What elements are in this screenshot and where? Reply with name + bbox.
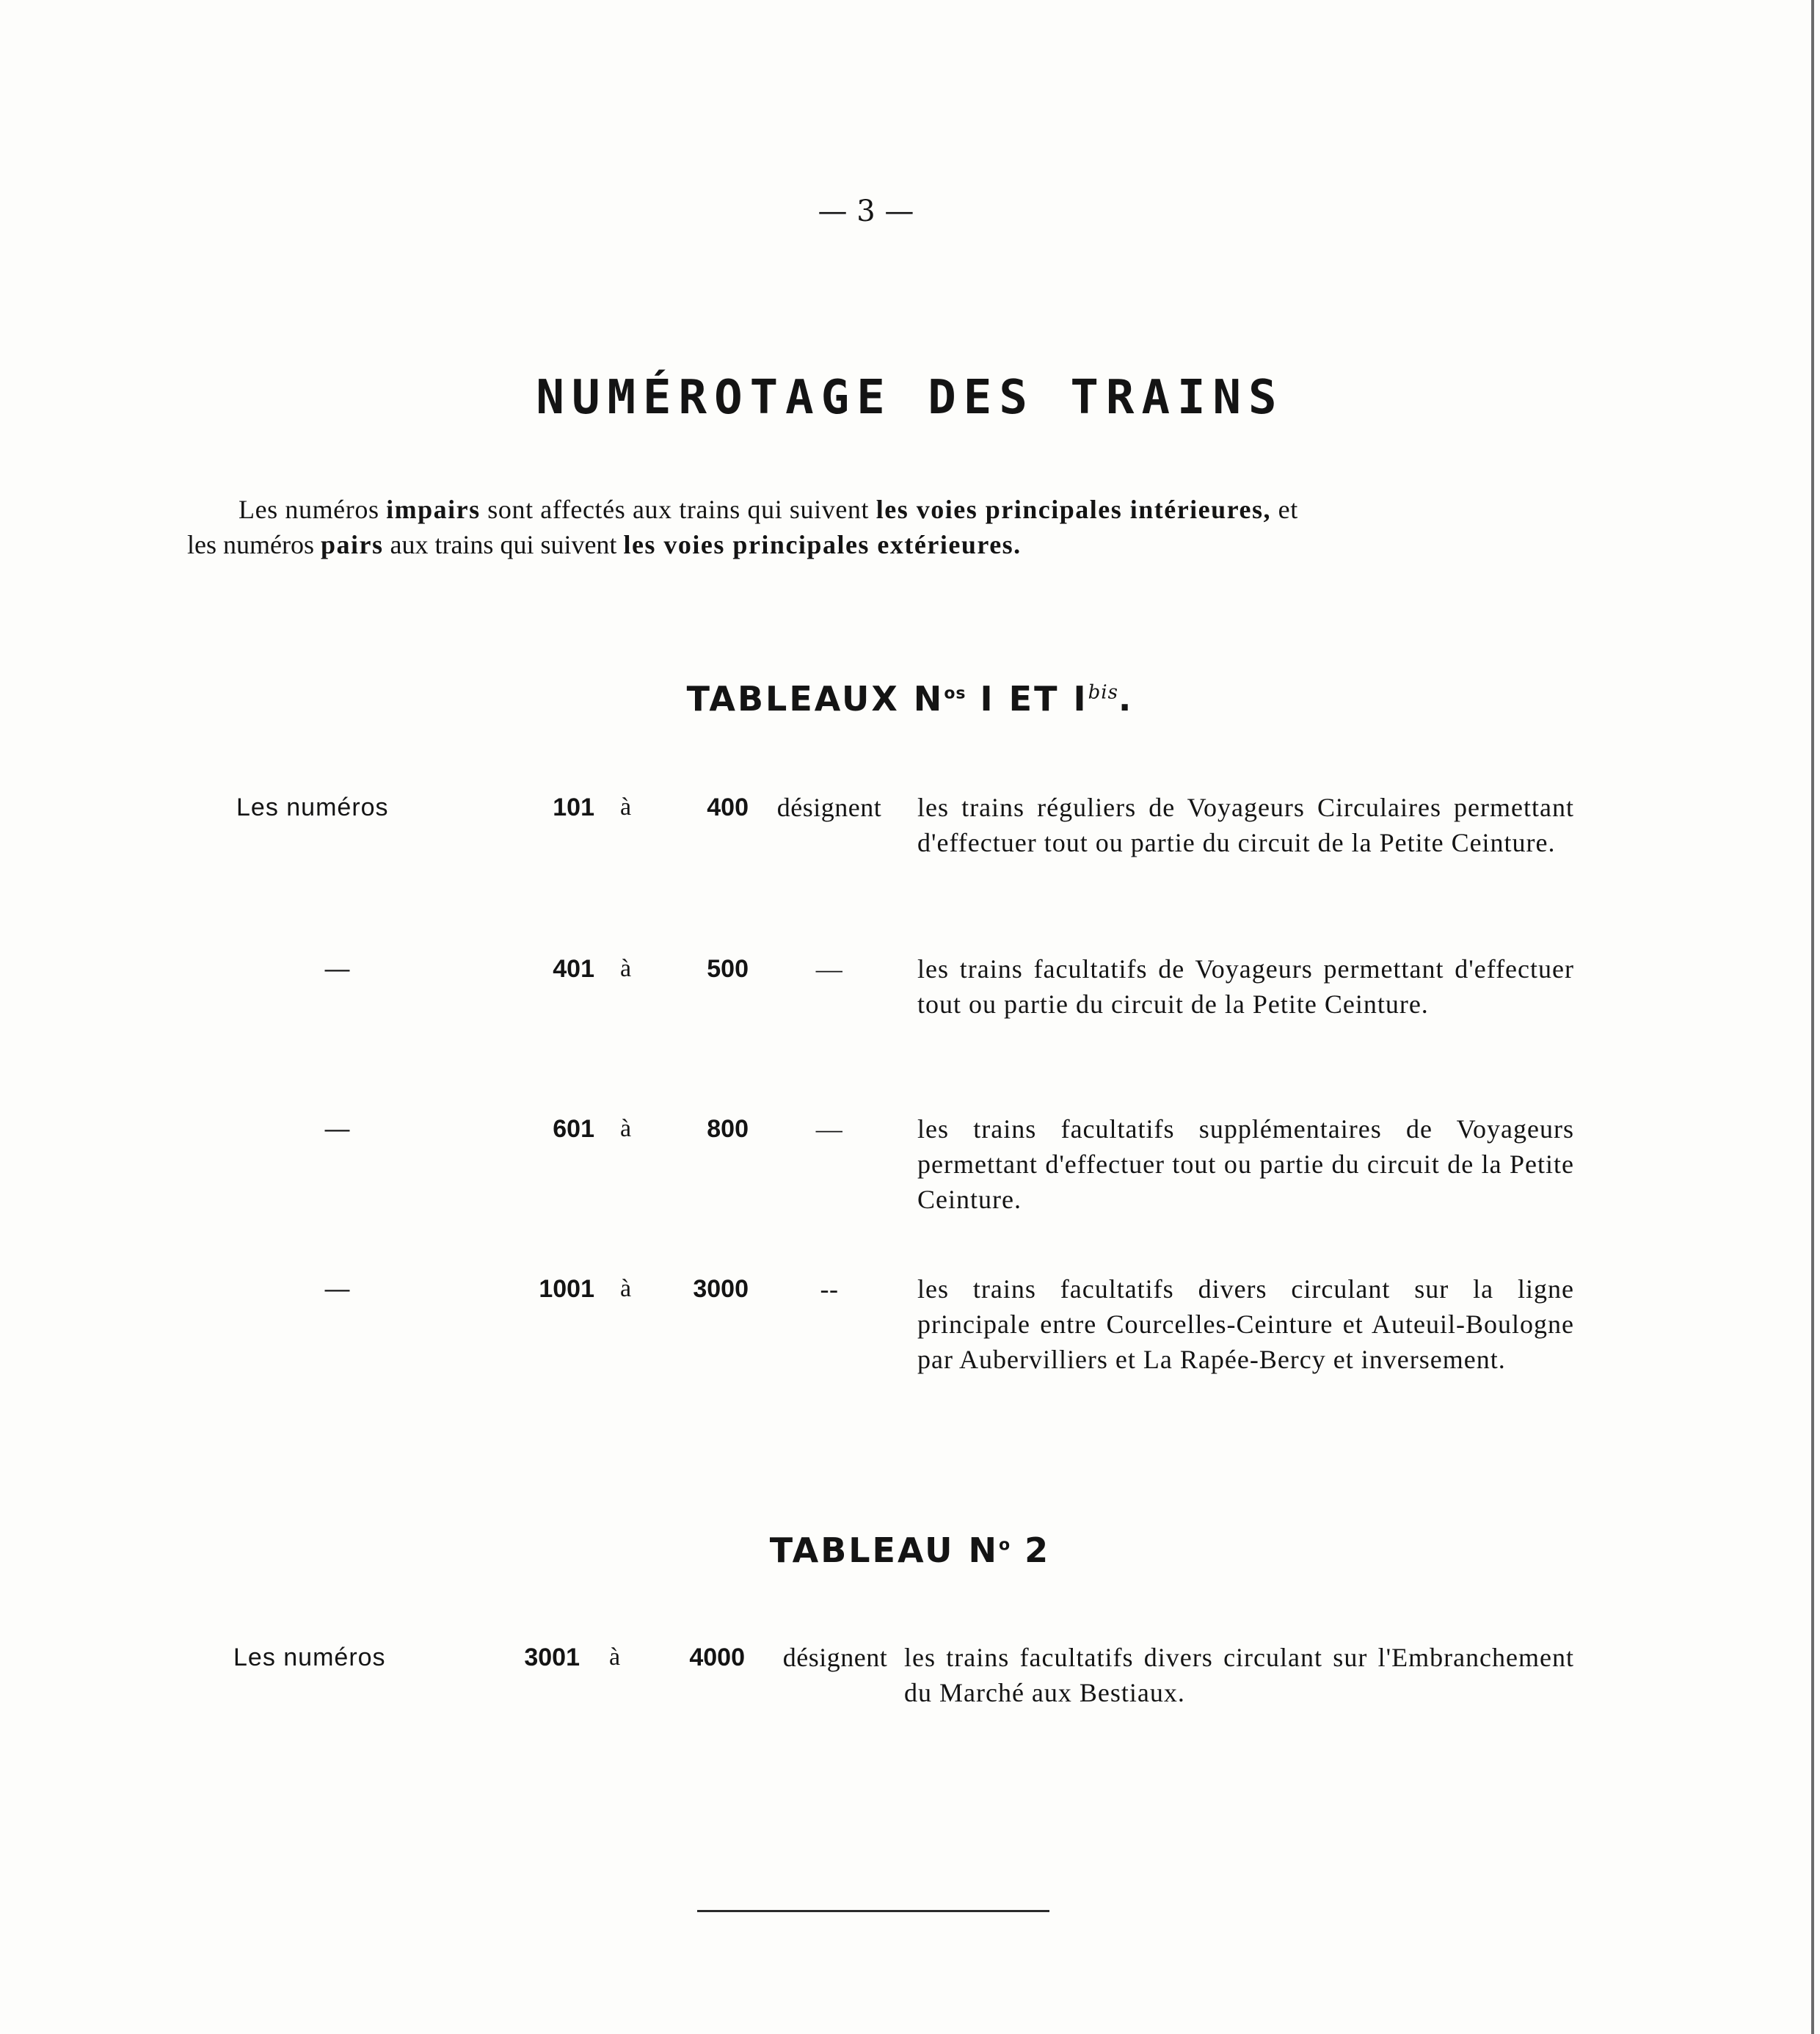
row-description: les trains facultatifs divers circulant sur la ligne principale entre Courcelles-Ceinture et Auteuil-Boulogne par Aubervilliers et La Rapée-Bercy et inversement. <box>917 1274 1574 1374</box>
page-title: NUMÉROTAGE DES TRAINS <box>536 371 1284 425</box>
heading-bis: bis <box>1088 681 1118 704</box>
row-label: — <box>324 955 351 983</box>
row-label: — <box>324 1115 351 1143</box>
range-separator: à <box>608 1643 621 1671</box>
row-description: les trains facultatifs supplémentaires de Voyageurs permettant d'effectuer tout ou partie du circuit de la Petite Ceinture. <box>917 1114 1574 1214</box>
range-start: 401 <box>553 955 594 983</box>
end-rule <box>697 1910 1049 1912</box>
intro-bold-pairs: pairs <box>320 530 384 559</box>
range-start: 101 <box>553 793 594 821</box>
range-end: 800 <box>707 1115 749 1143</box>
row-verb: désignent <box>776 793 882 822</box>
range-start: 1001 <box>539 1275 594 1303</box>
row-label: Les numéros <box>236 793 389 821</box>
intro-text: sont affectés aux trains qui suivent <box>480 495 876 524</box>
heading-text: 2 <box>1011 1530 1051 1570</box>
intro-bold-exterieures: les voies principales extérieures. <box>623 530 1022 559</box>
intro-text: les numéros <box>187 530 321 559</box>
row-verb: — <box>815 954 843 984</box>
range-separator: à <box>619 1115 632 1142</box>
range-end: 400 <box>707 793 749 821</box>
page-number: — 3 — <box>818 195 914 228</box>
row-description: les trains réguliers de Voyageurs Circulaires permettant d'effectuer tout ou partie du circuit de la Petite Ceinture. <box>917 793 1574 857</box>
row-label: Les numéros <box>233 1643 386 1671</box>
intro-line-2 <box>187 527 1574 562</box>
range-separator: à <box>619 793 632 821</box>
range-start: 3001 <box>524 1643 580 1671</box>
intro-bold-impairs: impairs <box>386 495 481 524</box>
row-verb: -- <box>820 1274 839 1304</box>
range-end: 500 <box>707 955 749 983</box>
range-separator: à <box>619 1275 632 1302</box>
intro-text: aux trains qui suivent <box>383 530 624 559</box>
heading-superscript: o <box>999 1536 1011 1555</box>
range-separator: à <box>619 955 632 982</box>
row-verb: désignent <box>782 1643 888 1672</box>
heading-text: I ET I <box>966 679 1088 719</box>
row-verb: — <box>815 1114 843 1144</box>
section-heading-tableau-2 <box>0 1530 1820 1570</box>
heading-text: TABLEAU N <box>769 1530 1000 1570</box>
section-heading-tableaux-1 <box>0 679 1820 719</box>
page-edge <box>1811 0 1814 2034</box>
intro-bold-interieures: les voies principales intérieures, <box>876 495 1272 524</box>
row-label: — <box>324 1275 351 1303</box>
intro-text: et <box>1271 495 1298 524</box>
range-end: 3000 <box>693 1275 749 1303</box>
row-description: les trains facultatifs de Voyageurs permettant d'effectuer tout ou partie du circuit de la Petite Ceinture. <box>917 954 1574 1019</box>
intro-paragraph <box>187 492 1574 562</box>
range-end: 4000 <box>689 1643 745 1671</box>
range-start: 601 <box>553 1115 594 1143</box>
heading-superscript: os <box>944 684 967 703</box>
intro-text: Les numéros <box>239 495 387 524</box>
heading-text: TABLEAUX N <box>686 679 944 719</box>
heading-text: . <box>1118 679 1134 719</box>
intro-line-1 <box>187 492 1574 527</box>
row-description: les trains facultatifs divers circulant sur l'Embranchement du Marché aux Bestiaux. <box>904 1643 1574 1707</box>
